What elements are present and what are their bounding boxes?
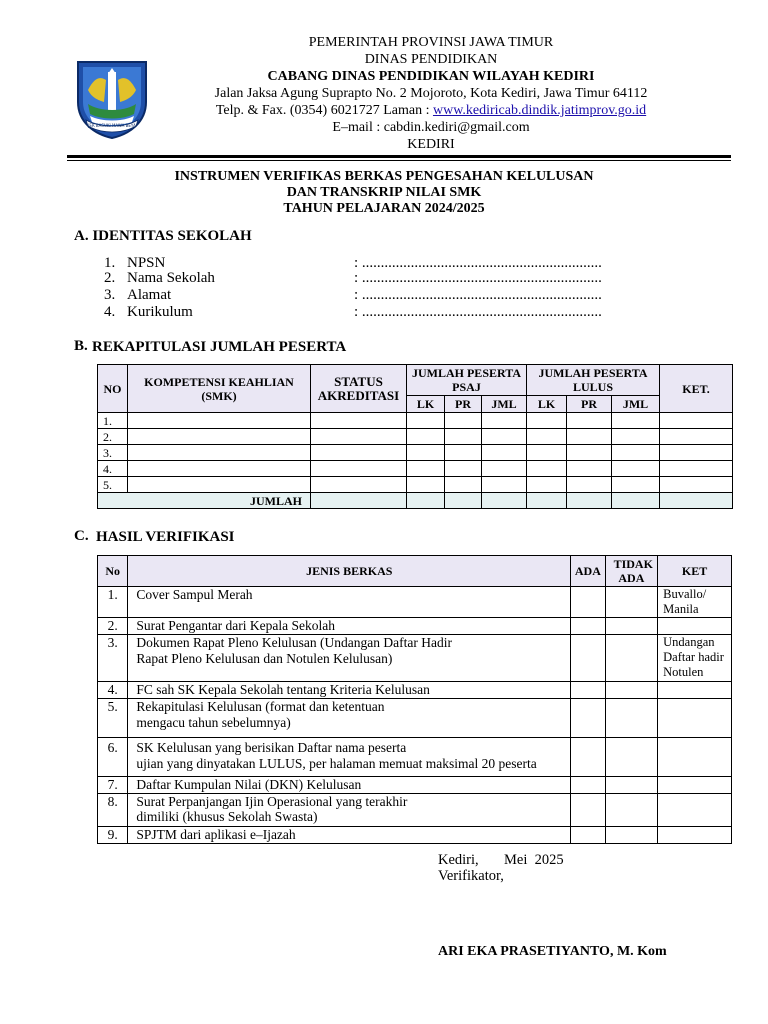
item-label: NPSN [127, 255, 166, 271]
table-row [98, 445, 733, 461]
ket-cell[interactable] [660, 429, 733, 445]
telp-fax-text: Telp. & Fax. (0354) 6021727 Laman : [215, 103, 433, 118]
tidak-ada-checkbox[interactable] [605, 587, 658, 618]
document-title-line2: DAN TRANSKRIP NILAI SMK [286, 185, 482, 200]
row-number: 9. [98, 827, 128, 844]
cell[interactable] [407, 461, 445, 477]
ada-checkbox[interactable] [571, 827, 605, 844]
cell[interactable] [612, 429, 660, 445]
row-number: 3. [98, 635, 128, 682]
cell[interactable] [567, 429, 612, 445]
table-row [98, 413, 733, 429]
jenis-berkas-cell [128, 618, 571, 635]
identity-item-nama-sekolah [104, 270, 215, 287]
total-row [98, 493, 733, 509]
cell[interactable] [567, 445, 612, 461]
table-row [98, 461, 733, 477]
tidak-ada-checkbox[interactable] [605, 699, 658, 738]
ada-checkbox[interactable] [571, 635, 605, 682]
item-number: 1. [104, 255, 116, 271]
total-cell[interactable] [445, 493, 482, 509]
item-number: 3. [104, 287, 116, 303]
kompetensi-cell[interactable] [128, 461, 311, 477]
table-row [98, 827, 732, 844]
ket-line2: Manila [663, 602, 699, 616]
table-row [98, 618, 732, 635]
jenis-berkas-cell [128, 827, 571, 844]
identity-item-alamat [104, 287, 172, 304]
header-lulus-jml: JML [612, 396, 660, 413]
total-cell[interactable] [612, 493, 660, 509]
cell[interactable] [445, 413, 482, 429]
cell[interactable] [612, 477, 660, 493]
nama-sekolah-field[interactable]: : ................................................................ [354, 270, 602, 286]
ada-checkbox[interactable] [571, 738, 605, 777]
ket-cell[interactable] [658, 682, 732, 699]
berkas-line2: ujian yang dinyatakan LULUS, per halaman memuat maksimal 20 peserta [136, 756, 537, 771]
cell[interactable] [407, 477, 445, 493]
ada-checkbox[interactable] [571, 794, 605, 827]
header-lulus: JUMLAH PESERTA LULUS [527, 365, 660, 396]
berkas-line1: SPJTM dari aplikasi e–Ijazah [136, 827, 296, 842]
ada-checkbox[interactable] [571, 777, 605, 794]
jenis-berkas-cell [128, 635, 571, 682]
cell[interactable] [445, 461, 482, 477]
header-no: NO [98, 365, 128, 413]
table-row [98, 794, 732, 827]
section-b-letter: B. [74, 338, 88, 354]
ket-cell[interactable] [660, 445, 733, 461]
tidak-ada-checkbox[interactable] [605, 794, 658, 827]
berkas-line1: Cover Sampul Merah [136, 587, 253, 602]
ket-cell[interactable] [658, 794, 732, 827]
row-number: 3. [98, 445, 128, 461]
row-number: 1. [98, 413, 128, 429]
status-cell[interactable] [311, 429, 407, 445]
ada-checkbox[interactable] [571, 699, 605, 738]
cell[interactable] [482, 461, 527, 477]
ket-cell[interactable] [658, 777, 732, 794]
row-number: 4. [98, 461, 128, 477]
table-row [98, 699, 732, 738]
ket-cell[interactable] [658, 618, 732, 635]
jenis-berkas-cell [128, 587, 571, 618]
tidak-ada-checkbox[interactable] [605, 682, 658, 699]
letterhead-address: Jalan Jaksa Agung Suprapto No. 2 Mojoroto, Kota Kediri, Jawa Timur 64112 [214, 86, 648, 101]
cell[interactable] [482, 445, 527, 461]
item-number: 4. [104, 304, 116, 320]
cell[interactable] [567, 413, 612, 429]
row-number: 5. [98, 477, 128, 493]
cell[interactable] [445, 429, 482, 445]
cell[interactable] [407, 429, 445, 445]
item-number: 2. [104, 270, 116, 286]
header-ket: KET [658, 556, 732, 587]
signature-name: ARI EKA PRASETIYANTO, M. Kom [438, 944, 667, 959]
cell[interactable] [567, 477, 612, 493]
letterhead-rule-thick [67, 155, 731, 158]
berkas-line2: Rapat Pleno Kelulusan dan Notulen Kelulusan) [136, 651, 393, 666]
cell[interactable] [482, 429, 527, 445]
letterhead-line1: PEMERINTAH PROVINSI JAWA TIMUR [308, 35, 554, 50]
jenis-berkas-cell [128, 794, 571, 827]
header-ada: ADA [571, 556, 605, 587]
ada-checkbox[interactable] [571, 618, 605, 635]
letterhead-contact [47, 103, 768, 119]
table-row [98, 477, 733, 493]
section-c-letter: C. [74, 528, 89, 544]
header-ket: KET. [660, 365, 733, 413]
table-row [98, 682, 732, 699]
item-label: Alamat [127, 287, 172, 303]
row-number: 5. [98, 699, 128, 738]
berkas-line2: dimiliki (khusus Sekolah Swasta) [136, 809, 318, 824]
row-number: 4. [98, 682, 128, 699]
identity-item-kurikulum [104, 304, 193, 321]
jenis-berkas-cell [128, 738, 571, 777]
jenis-berkas-cell [128, 699, 571, 738]
section-c-title: HASIL VERIFIKASI [96, 529, 235, 545]
total-label: JUMLAH [98, 493, 311, 509]
cell[interactable] [482, 477, 527, 493]
total-cell[interactable] [482, 493, 527, 509]
ket-cell[interactable] [658, 738, 732, 777]
row-number: 1. [98, 587, 128, 618]
table-row [98, 777, 732, 794]
ket-cell[interactable] [660, 477, 733, 493]
berkas-line1: FC sah SK Kepala Sekolah tentang Kriteria Kelulusan [136, 682, 430, 697]
kurikulum-field[interactable]: : ................................................................ [354, 304, 602, 320]
header-psaj-lk: LK [407, 396, 445, 413]
status-cell[interactable] [311, 413, 407, 429]
ket-cell[interactable] [658, 827, 732, 844]
table-row [98, 587, 732, 618]
header-jenis-berkas: JENIS BERKAS [128, 556, 571, 587]
ket-cell[interactable] [658, 587, 732, 618]
berkas-line1: Surat Pengantar dari Kepala Sekolah [136, 618, 336, 633]
cell[interactable] [407, 445, 445, 461]
tidak-ada-checkbox[interactable] [605, 738, 658, 777]
svg-text:JER BASUKI MAWA BEYA: JER BASUKI MAWA BEYA [88, 123, 136, 128]
header-psaj: JUMLAH PESERTA PSAJ [407, 365, 527, 396]
letterhead-office: CABANG DINAS PENDIDIKAN WILAYAH KEDIRI [267, 69, 595, 84]
header-status: STATUS AKREDITASI [311, 365, 407, 413]
total-cell[interactable] [527, 493, 567, 509]
signature-role: Verifikator, [438, 868, 504, 884]
table-row [98, 635, 732, 682]
document-title-line3: TAHUN PELAJARAN 2024/2025 [283, 201, 485, 216]
row-number: 2. [98, 618, 128, 635]
cell[interactable] [482, 413, 527, 429]
section-b-title: REKAPITULASI JUMLAH PESERTA [92, 339, 347, 355]
total-cell[interactable] [407, 493, 445, 509]
status-cell[interactable] [311, 445, 407, 461]
header-lulus-lk: LK [527, 396, 567, 413]
ada-checkbox[interactable] [571, 682, 605, 699]
total-cell[interactable] [567, 493, 612, 509]
tidak-ada-checkbox[interactable] [605, 635, 658, 682]
ket-cell[interactable] [658, 635, 732, 682]
cell[interactable] [527, 461, 567, 477]
cell[interactable] [612, 461, 660, 477]
header-lulus-pr: PR [567, 396, 612, 413]
section-a-title: A. IDENTITAS SEKOLAH [74, 228, 252, 244]
cell[interactable] [527, 429, 567, 445]
kompetensi-cell[interactable] [128, 413, 311, 429]
kompetensi-cell[interactable] [128, 445, 311, 461]
cell[interactable] [445, 445, 482, 461]
signature-place-date: Kediri, Mei 2025 [438, 852, 564, 868]
berkas-line1: Surat Perpanjangan Ijin Operasional yang terakhir [136, 794, 408, 809]
item-label: Nama Sekolah [127, 270, 215, 286]
total-ket-cell[interactable] [660, 493, 733, 509]
table-row [98, 738, 732, 777]
cell[interactable] [612, 445, 660, 461]
tidak-ada-checkbox[interactable] [605, 618, 658, 635]
header-psaj-jml: JML [482, 396, 527, 413]
total-status-cell[interactable] [311, 493, 407, 509]
cell[interactable] [527, 445, 567, 461]
ket-line3: Notulen [663, 665, 704, 679]
berkas-line1: Daftar Kumpulan Nilai (DKN) Kelulusan [136, 777, 362, 792]
row-number: 2. [98, 429, 128, 445]
table-row [98, 429, 733, 445]
row-number: 7. [98, 777, 128, 794]
berkas-line2: mengacu tahun sebelumnya) [136, 715, 291, 730]
rekapitulasi-table [97, 364, 733, 509]
tidak-ada-checkbox[interactable] [605, 827, 658, 844]
ket-line2: Daftar hadir [663, 650, 724, 664]
document-title-line1: INSTRUMEN VERIFIKAS BERKAS PENGESAHAN KELULUSAN [174, 169, 594, 184]
cell[interactable] [407, 413, 445, 429]
alamat-field[interactable]: : ................................................................ [354, 287, 602, 303]
jenis-berkas-cell [128, 682, 571, 699]
header-psaj-pr: PR [445, 396, 482, 413]
berkas-line1: SK Kelulusan yang berisikan Daftar nama peserta [136, 740, 407, 755]
ada-checkbox[interactable] [571, 587, 605, 618]
cell[interactable] [567, 461, 612, 477]
jenis-berkas-cell [128, 777, 571, 794]
header-no: No [98, 556, 128, 587]
cell[interactable] [527, 477, 567, 493]
header-kompetensi: KOMPETENSI KEAHLIAN (SMK) [128, 365, 311, 413]
website-link[interactable]: www.kediricab.dindik.jatimprov.go.id [432, 103, 647, 118]
hasil-verifikasi-table [97, 555, 732, 844]
berkas-line1: Rekapitulasi Kelulusan (format dan ketentuan [136, 699, 385, 714]
letterhead-city: KEDIRI [407, 137, 455, 152]
tidak-ada-checkbox[interactable] [605, 777, 658, 794]
letterhead-line2: DINAS PENDIDIKAN [364, 52, 498, 67]
npsn-field[interactable]: : ................................................................ [354, 255, 602, 271]
ket-line1: Buvallo/ [663, 587, 707, 601]
header-tidak-ada: TIDAK ADA [605, 556, 658, 587]
row-number: 6. [98, 738, 128, 777]
ket-cell[interactable] [660, 413, 733, 429]
ket-cell[interactable] [658, 699, 732, 738]
kompetensi-cell[interactable] [128, 429, 311, 445]
item-label: Kurikulum [127, 304, 193, 320]
cell[interactable] [445, 477, 482, 493]
letterhead-rule-thin [67, 160, 731, 161]
berkas-line1: Dokumen Rapat Pleno Kelulusan (Undangan Daftar Hadir [136, 635, 452, 650]
ket-cell[interactable] [660, 461, 733, 477]
row-number: 8. [98, 794, 128, 827]
status-cell[interactable] [311, 477, 407, 493]
letterhead-email: E–mail : cabdin.kediri@gmail.com [332, 120, 530, 135]
status-cell[interactable] [311, 461, 407, 477]
cell[interactable] [612, 413, 660, 429]
cell[interactable] [527, 413, 567, 429]
kompetensi-cell[interactable] [128, 477, 311, 493]
ket-line1: Undangan [663, 635, 715, 649]
